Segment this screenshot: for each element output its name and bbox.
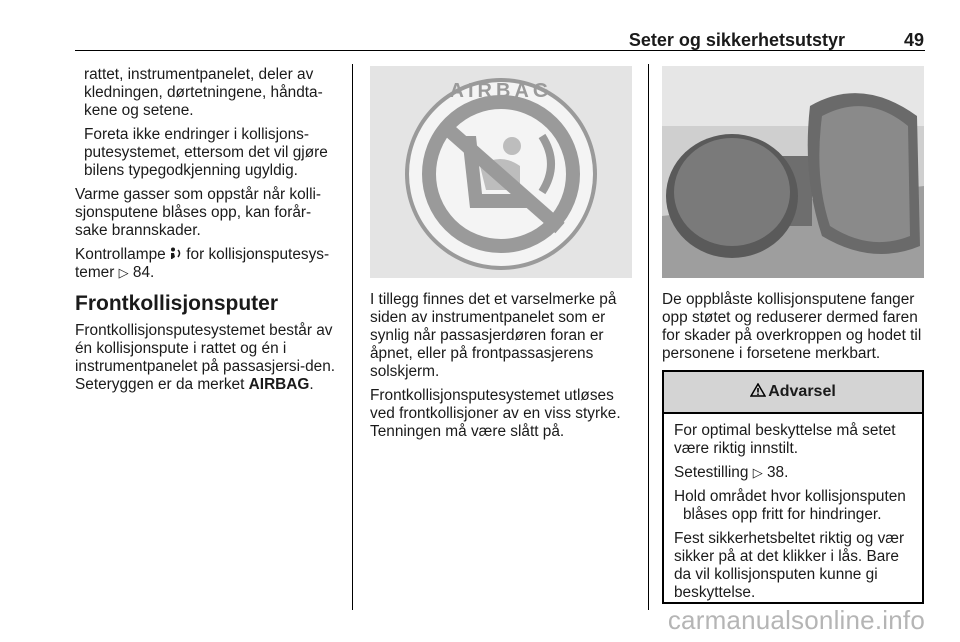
watermark: carmanualsonline.info [667, 605, 925, 635]
page-ref-arrow-icon: ▷ [118, 265, 129, 280]
page-header-title: Seter og sikkerhetsutstyr [628, 30, 845, 50]
airbag-warning-icon [170, 246, 186, 263]
column-rule-2 [648, 64, 649, 610]
image-label-text: AIRBAG [449, 80, 553, 102]
paragraph: For optimal beskyttelse må setet være riktig innstilt. [674, 422, 896, 457]
warning-body [664, 414, 922, 616]
page-reference: 84. [132, 264, 155, 281]
page-ref-arrow-icon: ▷ [752, 465, 763, 480]
header-rule [75, 50, 925, 51]
text: for kollisjonsputesys-temer [75, 246, 330, 281]
text: Kontrollampe [75, 246, 166, 263]
warning-title: Advarsel [768, 383, 836, 400]
paragraph: rattet, instrumentpanelet, deler av kledningen, dørtetningene, håndta-kene og setene. [84, 66, 323, 119]
paragraph [75, 246, 343, 282]
paragraph: Varme gasser som oppstår når kolli-sjonsputene blåses opp, kan forår-sake brannskader. [75, 186, 322, 239]
paragraph: De oppblåste kollisjonsputene fanger opp støtet og reduserer dermed faren for skader på overkroppen og hodet til personene i forsetene merkbart. [662, 291, 922, 362]
paragraph: Hold området hvor kollisjonsputen blåses opp fritt for hindringer. [674, 488, 906, 523]
text: Frontkollisjonsputesystemet består av én kollisjonspute i rattet og én i instrumentpanelet på passasjersi-den. Seteryggen er da merket [75, 322, 336, 393]
page-reference: 38. [767, 464, 789, 481]
bold-text: AIRBAG [248, 376, 310, 393]
column-2 [370, 291, 638, 447]
inflated-airbags-image [662, 66, 924, 278]
column-1 [75, 66, 343, 400]
warning-box [662, 370, 924, 604]
paragraph [674, 464, 912, 482]
column-3 [662, 291, 928, 369]
paragraph: Fest sikkerhetsbeltet riktig og vær sikker på at det klikker i lås. Bare da vil kollisjonsputen kunne gi beskyttelse. [674, 530, 905, 601]
column-rule-1 [352, 64, 353, 610]
text: . [309, 376, 314, 393]
section-heading: Frontkollisjonsputer [75, 292, 279, 315]
paragraph: Foreta ikke endringer i kollisjons-putesystemet, ettersom det vil gjøre bilens typegodkjenning ugyldig. [84, 126, 328, 179]
warning-header [664, 372, 922, 414]
text: Setestilling [674, 464, 753, 481]
warning-triangle-icon [750, 383, 766, 402]
paragraph [75, 322, 343, 394]
paragraph: Frontkollisjonsputesystemet utløses ved frontkollisjoner av en viss styrke. Tenningen må være slått på. [370, 387, 621, 440]
page-number: 49 [903, 30, 924, 50]
paragraph: I tillegg finnes det et varselmerke på siden av instrumentpanelet som er synlig når passasjerdøren foran er åpnet, eller på frontpassasjerens solskjerm. [370, 291, 617, 380]
airbag-warning-label-image [370, 66, 632, 278]
